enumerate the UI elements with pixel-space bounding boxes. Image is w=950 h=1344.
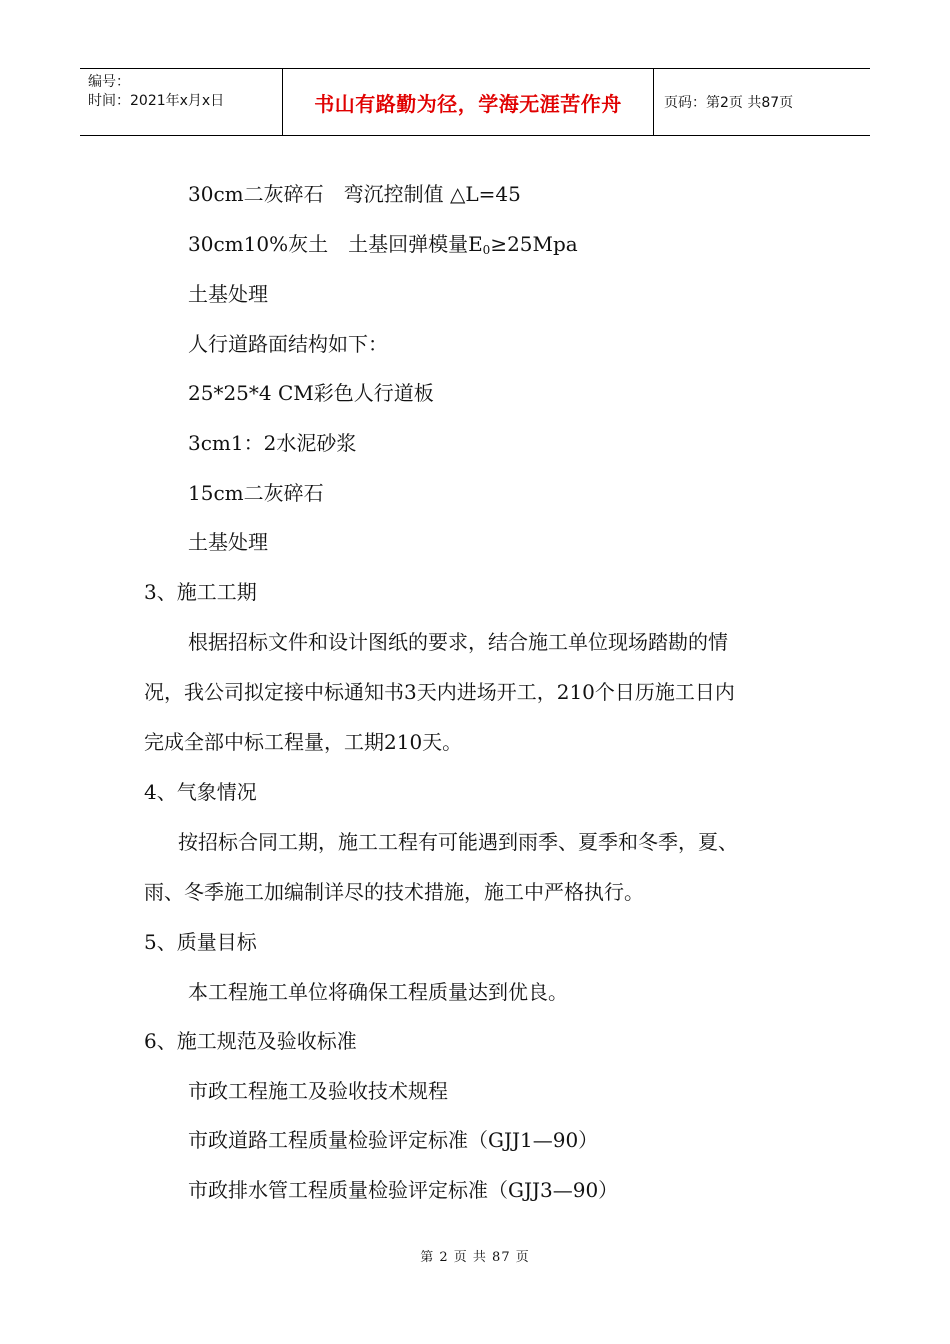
header-page-label: 页码：第2页 共87页 [664, 95, 794, 111]
document-number-label: 编号： [88, 74, 130, 90]
section-heading: 3、施工工期 [144, 580, 257, 604]
section-heading: 5、质量目标 [144, 930, 257, 954]
text-line: 人行道路面结构如下： [188, 332, 388, 356]
standard-item: 市政道路工程质量检验评定标准（GJJ1—90） [188, 1128, 599, 1152]
paragraph-line: 按招标合同工期，施工工程有可能遇到雨季、夏季和冬季，夏、 [178, 830, 738, 854]
header-motto-cell [282, 69, 654, 135]
text-segment: ≥25Mpa [490, 232, 578, 256]
standard-item: 市政工程施工及验收技术规程 [188, 1079, 448, 1103]
page-header [80, 68, 870, 136]
text-line: 15cm二灰碎石 [188, 481, 324, 505]
section-heading: 6、施工规范及验收标准 [144, 1029, 357, 1053]
paragraph-line: 完成全部中标工程量，工期210天。 [144, 730, 463, 754]
text-segment: 30cm10%灰土 土基回弹模量E [188, 232, 483, 256]
document-date-label: 时间：2021年x月x日 [88, 93, 225, 109]
page-footer: 第 2 页 共 87 页 [420, 1250, 530, 1265]
paragraph-line: 雨、冬季施工加编制详尽的技术措施，施工中严格执行。 [144, 880, 644, 904]
text-line: 土基处理 [188, 530, 268, 554]
header-motto: 书山有路勤为径，学海无涯苦作舟 [314, 91, 622, 116]
header-page-cell [654, 69, 870, 135]
subscript: 0 [482, 243, 491, 257]
section-heading: 4、气象情况 [144, 780, 257, 804]
paragraph-line: 况，我公司拟定接中标通知书3天内进场开工，210个日历施工日内 [144, 680, 735, 704]
text-line: 25*25*4 CM彩色人行道板 [188, 381, 434, 405]
header-meta [80, 69, 282, 135]
text-line: 土基处理 [188, 282, 268, 306]
paragraph-line: 本工程施工单位将确保工程质量达到优良。 [188, 980, 568, 1004]
text-line: 30cm二灰碎石 弯沉控制值 △L=45 [188, 182, 521, 206]
paragraph-line: 根据招标文件和设计图纸的要求，结合施工单位现场踏勘的情 [188, 630, 728, 654]
text-line: 3cm1：2水泥砂浆 [188, 431, 357, 455]
text-line [188, 232, 578, 262]
standard-item: 市政排水管工程质量检验评定标准（GJJ3—90） [188, 1178, 619, 1202]
